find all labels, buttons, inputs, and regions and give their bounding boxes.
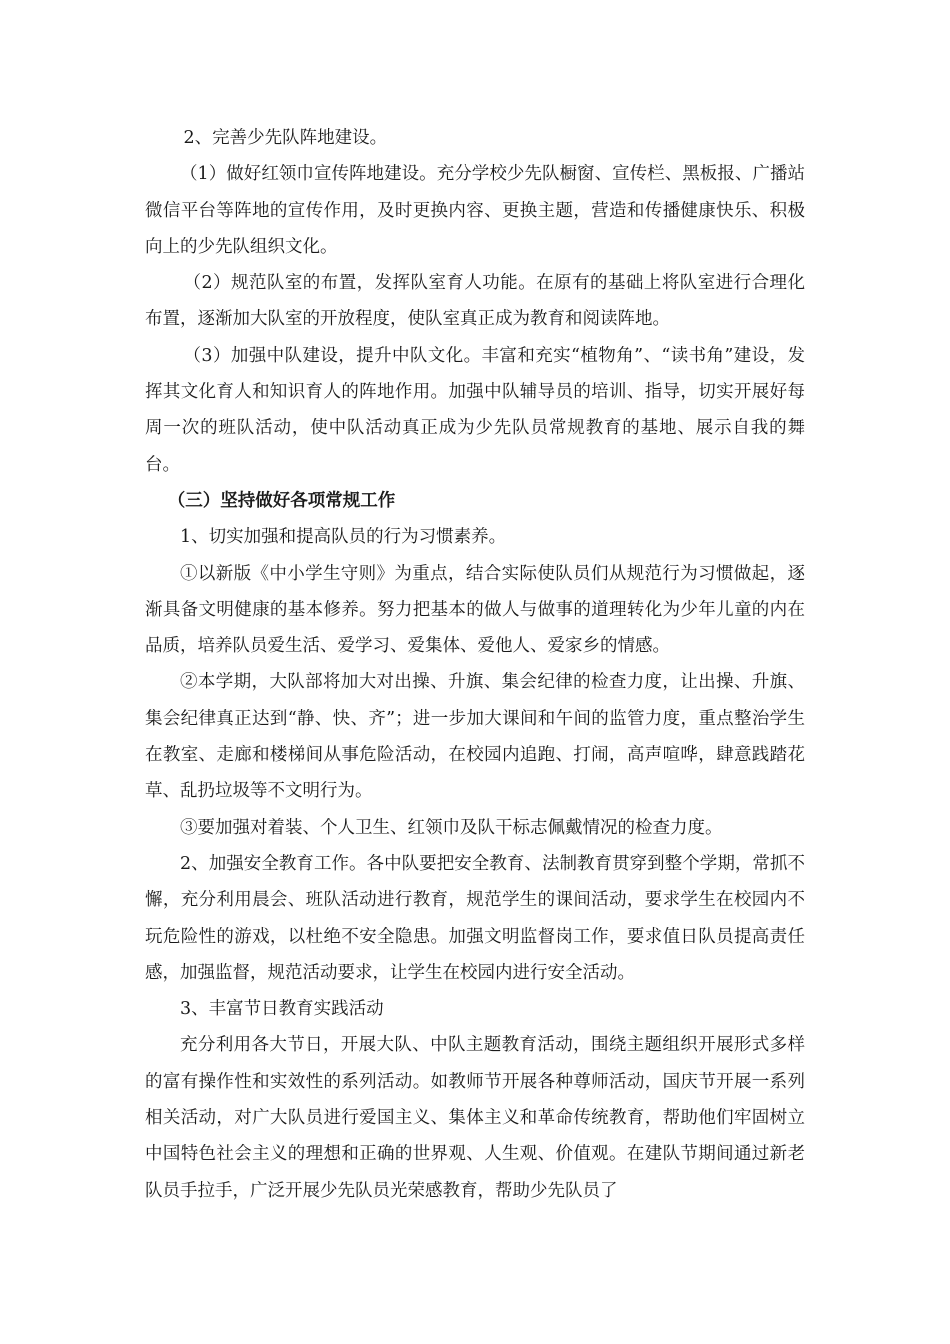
paragraph-item-1: （1）做好红领巾宣传阵地建设。充分学校少先队橱窗、宣传栏、黑板报、广播站微信平台等阵地的宣传作用，及时更换内容、更换主题，营造和传播健康快乐、积极向上的少先队组织文化。 — [145, 164, 805, 257]
document-body — [145, 120, 805, 1209]
section-heading-3: （三）坚持做好各项常规工作 — [167, 490, 396, 511]
paragraph-point-2: ②本学期，大队部将加大对出操、升旗、集会纪律的检查力度，让出操、升旗、集会纪律真正达到“静、快、齐”；进一步加大课间和午间的监管力度，重点整治学生在教室、走廊和楼梯间从事危险活动，在校园内追跑、打闹，高声喧哗，肆意践踏花草、乱扔垃圾等不文明行为。 — [145, 672, 805, 802]
paragraph-point-3: ③要加强对着装、个人卫生、红领巾及队干标志佩戴情况的检查力度。 — [180, 817, 723, 838]
paragraph-festival-activities: 充分利用各大节日，开展大队、中队主题教育活动，围绕主题组织开展形式多样的富有操作性和实效性的系列活动。如教师节开展各种尊师活动，国庆节开展一系列相关活动，对广大队员进行爱国主义、集体主义和革命传统教育，帮助他们牢固树立中国特色社会主义的理想和正确的世界观、人生观、价值观。在建队节期间通过新老队员手拉手，广泛开展少先队员光荣感教育，帮助少先队员了 — [145, 1035, 805, 1201]
paragraph-subsection-1: 1、切实加强和提高队员的行为习惯素养。 — [180, 527, 507, 548]
paragraph-subsection-2: 2、加强安全教育工作。各中队要把安全教育、法制教育贯穿到整个学期，常抓不懈，充分利用晨会、班队活动进行教育，规范学生的课间活动，要求学生在校园内不玩危险性的游戏，以杜绝不安全隐患。加强文明监督岗工作，要求值日队员提高责任感，加强监督，规范活动要求，让学生在校园内进行安全活动。 — [145, 853, 805, 983]
paragraph-point-1: ①以新版《中小学生守则》为重点，结合实际使队员们从规范行为习惯做起，逐渐具备文明健康的基本修养。努力把基本的做人与做事的道理转化为少年儿童的内在品质，培养队员爱生活、爱学习、爱集体、爱他人、爱家乡的情感。 — [145, 563, 805, 657]
paragraph-subsection-3: 3、丰富节日教育实践活动 — [180, 999, 384, 1020]
paragraph-section-2-title: 2、完善少先队阵地建设。 — [183, 128, 388, 148]
paragraph-item-3: （3）加强中队建设，提升中队文化。丰富和充实“植物角”、“读书角”建设，发挥其文化育人和知识育人的阵地作用。加强中队辅导员的培训、指导，切实开展好每周一次的班队活动，使中队活动真正成为少先队员常规教育的基地、展示自我的舞台。 — [145, 345, 805, 475]
paragraph-item-2: （2）规范队室的布置，发挥队室育人功能。在原有的基础上将队室进行合理化布置，逐渐加大队室的开放程度，使队室真正成为教育和阅读阵地。 — [145, 273, 805, 330]
